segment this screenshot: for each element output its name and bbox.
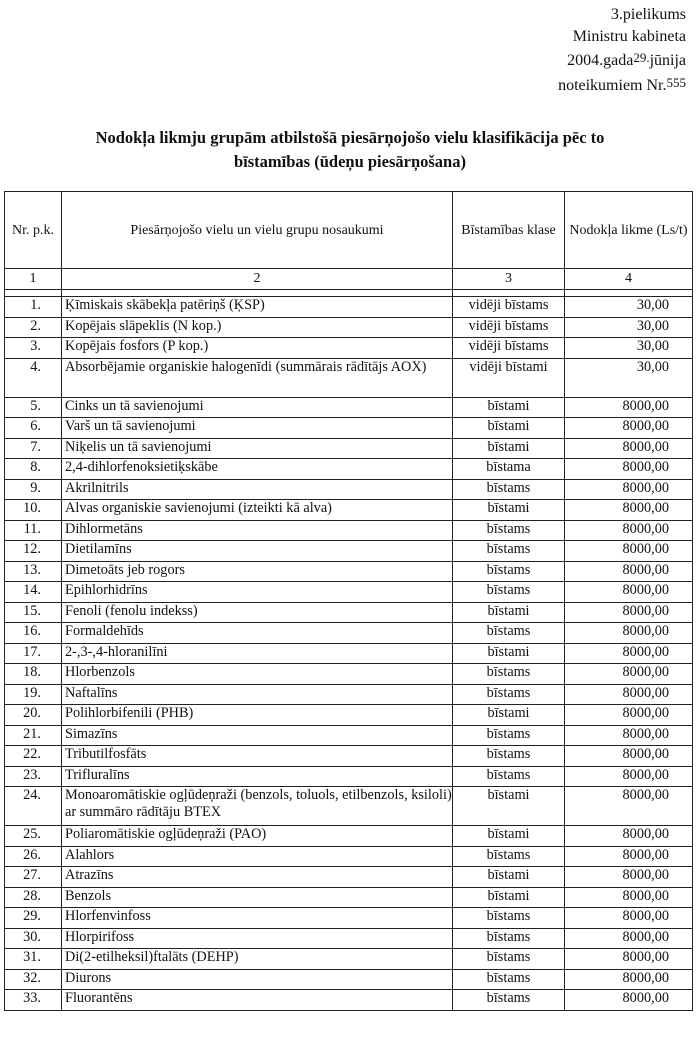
- row-number: 14.: [5, 582, 62, 603]
- row-number: 22.: [5, 746, 62, 767]
- row-rate: 8000,00: [565, 766, 693, 787]
- row-class: bīstami: [453, 867, 565, 888]
- row-rate: 8000,00: [565, 725, 693, 746]
- row-number: 31.: [5, 949, 62, 970]
- row-class: bīstami: [453, 438, 565, 459]
- row-class: vidēji bīstams: [453, 317, 565, 338]
- row-rate: 30,00: [565, 338, 693, 359]
- row-rate: 8000,00: [565, 459, 693, 480]
- table-row: [5, 623, 693, 644]
- row-name: Diurons: [62, 969, 453, 990]
- row-rate: 8000,00: [565, 990, 693, 1011]
- document-title: [0, 126, 700, 174]
- row-number: 2.: [5, 317, 62, 338]
- row-class: bīstams: [453, 746, 565, 767]
- annex-date: [558, 47, 686, 72]
- annex-number: 3.pielikums: [610, 6, 686, 23]
- title-line-1: Nodokļa likmju grupām atbilstošā piesārņojošo vielu klasifikācija pēc to: [95, 128, 605, 147]
- row-number: 26.: [5, 846, 62, 867]
- table-row: [5, 541, 693, 562]
- row-rate: 8000,00: [565, 541, 693, 562]
- row-rate: 8000,00: [565, 846, 693, 867]
- table-row: [5, 397, 693, 418]
- row-number: 19.: [5, 684, 62, 705]
- row-name: 2,4-dihlorfenoksietiķskābe: [62, 459, 453, 480]
- header-nr: Nr. p.k.: [5, 192, 62, 269]
- row-class: bīstams: [453, 969, 565, 990]
- table-row: [5, 969, 693, 990]
- row-rate: 8000,00: [565, 561, 693, 582]
- row-number: 21.: [5, 725, 62, 746]
- row-class: bīstami: [453, 787, 565, 826]
- table-row: [5, 520, 693, 541]
- row-class: bīstams: [453, 684, 565, 705]
- row-name: Kopējais fosfors (P kop.): [62, 338, 453, 359]
- table-row: [5, 338, 693, 359]
- row-rate: 8000,00: [565, 969, 693, 990]
- row-class: bīstams: [453, 928, 565, 949]
- row-class: bīstami: [453, 397, 565, 418]
- row-class: bīstams: [453, 520, 565, 541]
- row-rate: 30,00: [565, 317, 693, 338]
- row-number: 8.: [5, 459, 62, 480]
- row-number: 25.: [5, 826, 62, 847]
- row-name: Hlorbenzols: [62, 664, 453, 685]
- row-rate: 8000,00: [565, 582, 693, 603]
- table-row: [5, 826, 693, 847]
- row-rate: 8000,00: [565, 684, 693, 705]
- row-rate: 8000,00: [565, 928, 693, 949]
- row-name: Niķelis un tā savienojumi: [62, 438, 453, 459]
- row-rate: 8000,00: [565, 826, 693, 847]
- row-number: 27.: [5, 867, 62, 888]
- annex-rules: [558, 72, 686, 97]
- row-number: 9.: [5, 479, 62, 500]
- table-row: [5, 358, 693, 397]
- row-rate: 8000,00: [565, 746, 693, 767]
- annex-date-prefix: 2004.gada: [567, 52, 634, 69]
- spacer-cell: [453, 290, 565, 297]
- table-row: [5, 582, 693, 603]
- row-name: Alahlors: [62, 846, 453, 867]
- row-rate: 8000,00: [565, 867, 693, 888]
- row-class: bīstami: [453, 705, 565, 726]
- table-row: [5, 705, 693, 726]
- row-name: Dietilamīns: [62, 541, 453, 562]
- row-rate: 8000,00: [565, 500, 693, 521]
- row-name: Akrilnitrils: [62, 479, 453, 500]
- row-name: Monoaromātiskie ogļūdeņraži (benzols, toluols, etilbenzols, ksiloli) ar summāro rādītāju BTEX: [62, 787, 453, 826]
- table-row: [5, 766, 693, 787]
- table-row: [5, 684, 693, 705]
- row-number: 3.: [5, 338, 62, 359]
- row-number: 29.: [5, 908, 62, 929]
- table-row: [5, 479, 693, 500]
- column-number: 3: [453, 269, 565, 290]
- row-class: vidēji bīstami: [453, 358, 565, 397]
- table-row: [5, 438, 693, 459]
- row-rate: 30,00: [565, 358, 693, 397]
- row-name: Benzols: [62, 887, 453, 908]
- row-class: bīstami: [453, 602, 565, 623]
- row-class: bīstams: [453, 725, 565, 746]
- row-rate: 8000,00: [565, 643, 693, 664]
- table-row: [5, 725, 693, 746]
- table-row: [5, 602, 693, 623]
- row-class: bīstams: [453, 582, 565, 603]
- row-number: 11.: [5, 520, 62, 541]
- header-rate: Nodokļa likme (Ls/t): [565, 192, 693, 269]
- row-class: bīstama: [453, 459, 565, 480]
- row-name: Fenoli (fenolu indekss): [62, 602, 453, 623]
- table-row: [5, 928, 693, 949]
- row-name: Poliaromātiskie ogļūdeņraži (PAO): [62, 826, 453, 847]
- row-number: 24.: [5, 787, 62, 826]
- column-number: 4: [565, 269, 693, 290]
- row-name: Cinks un tā savienojumi: [62, 397, 453, 418]
- row-name: Hlorfenvinfoss: [62, 908, 453, 929]
- row-name: 2-,3-,4-hloranilīni: [62, 643, 453, 664]
- row-rate: 8000,00: [565, 949, 693, 970]
- row-rate: 8000,00: [565, 705, 693, 726]
- row-number: 33.: [5, 990, 62, 1011]
- row-name: Kopējais slāpeklis (N kop.): [62, 317, 453, 338]
- table-header-row: [5, 192, 693, 269]
- table-row: [5, 418, 693, 439]
- row-rate: 8000,00: [565, 418, 693, 439]
- row-number: 30.: [5, 928, 62, 949]
- row-class: bīstams: [453, 846, 565, 867]
- row-name: Atrazīns: [62, 867, 453, 888]
- row-rate: 8000,00: [565, 887, 693, 908]
- row-number: 7.: [5, 438, 62, 459]
- table-row: [5, 846, 693, 867]
- row-number: 17.: [5, 643, 62, 664]
- column-number: 1: [5, 269, 62, 290]
- row-number: 23.: [5, 766, 62, 787]
- table-row: [5, 746, 693, 767]
- table-row: [5, 949, 693, 970]
- row-name: Naftalīns: [62, 684, 453, 705]
- row-name: Dimetoāts jeb rogors: [62, 561, 453, 582]
- table-row: [5, 297, 693, 318]
- row-class: bīstams: [453, 908, 565, 929]
- row-rate: 8000,00: [565, 787, 693, 826]
- table-row: [5, 908, 693, 929]
- annex-issuer: Ministru kabineta: [572, 27, 686, 45]
- spacer-cell: [565, 290, 693, 297]
- row-class: bīstami: [453, 418, 565, 439]
- row-rate: 8000,00: [565, 397, 693, 418]
- row-name: Epihlorhidrīns: [62, 582, 453, 603]
- header-class: Bīstamības klase: [453, 192, 565, 269]
- row-class: bīstami: [453, 826, 565, 847]
- row-number: 32.: [5, 969, 62, 990]
- row-number: 13.: [5, 561, 62, 582]
- annex-rules-prefix: noteikumiem Nr.: [558, 76, 667, 94]
- table-row: [5, 317, 693, 338]
- annex-rules-number: 555: [666, 74, 686, 90]
- row-number: 20.: [5, 705, 62, 726]
- spacer-row: [5, 290, 693, 297]
- row-class: bīstams: [453, 664, 565, 685]
- row-class: vidēji bīstams: [453, 338, 565, 359]
- row-number: 5.: [5, 397, 62, 418]
- row-name: Hlorpirifoss: [62, 928, 453, 949]
- row-number: 28.: [5, 887, 62, 908]
- row-number: 6.: [5, 418, 62, 439]
- column-number: 2: [62, 269, 453, 290]
- spacer-cell: [62, 290, 453, 297]
- spacer-cell: [5, 290, 62, 297]
- table-row: [5, 664, 693, 685]
- row-number: 18.: [5, 664, 62, 685]
- table-row: [5, 887, 693, 908]
- table-row: [5, 787, 693, 826]
- row-number: 16.: [5, 623, 62, 644]
- row-name: Formaldehīds: [62, 623, 453, 644]
- row-class: bīstami: [453, 887, 565, 908]
- row-name: Simazīns: [62, 725, 453, 746]
- row-name: Di(2-etilheksil)ftalāts (DEHP): [62, 949, 453, 970]
- row-class: bīstams: [453, 561, 565, 582]
- row-number: 15.: [5, 602, 62, 623]
- row-name: Trifluralīns: [62, 766, 453, 787]
- row-number: 10.: [5, 500, 62, 521]
- header-name: Piesārņojošo vielu un vielu grupu nosaukumi: [62, 192, 453, 269]
- row-rate: 8000,00: [565, 623, 693, 644]
- row-class: bīstams: [453, 623, 565, 644]
- row-class: bīstami: [453, 500, 565, 521]
- row-rate: 30,00: [565, 297, 693, 318]
- row-rate: 8000,00: [565, 438, 693, 459]
- annex-header: [558, 4, 686, 96]
- row-class: vidēji bīstams: [453, 297, 565, 318]
- row-class: bīstams: [453, 949, 565, 970]
- annex-date-month: jūnija: [649, 52, 686, 69]
- row-name: Absorbējamie organiskie halogenīdi (summārais rādītājs AOX): [62, 358, 453, 397]
- row-rate: 8000,00: [565, 520, 693, 541]
- row-class: bīstams: [453, 990, 565, 1011]
- row-rate: 8000,00: [565, 479, 693, 500]
- pollutant-classification-table: [4, 191, 693, 1011]
- table-row: [5, 459, 693, 480]
- row-name: Varš un tā savienojumi: [62, 418, 453, 439]
- row-name: Tributilfosfāts: [62, 746, 453, 767]
- title-line-2: bīstamības (ūdeņu piesārņošana): [234, 152, 466, 171]
- row-number: 12.: [5, 541, 62, 562]
- table-row: [5, 561, 693, 582]
- row-name: Ķīmiskais skābekļa patēriņš (ĶSP): [62, 297, 453, 318]
- annex-date-day: 29.: [633, 50, 650, 65]
- row-name: Dihlormetāns: [62, 520, 453, 541]
- row-name: Fluorantēns: [62, 990, 453, 1011]
- row-rate: 8000,00: [565, 602, 693, 623]
- row-number: 1.: [5, 297, 62, 318]
- row-class: bīstams: [453, 479, 565, 500]
- table-row: [5, 990, 693, 1011]
- row-class: bīstams: [453, 541, 565, 562]
- table-row: [5, 867, 693, 888]
- row-class: bīstami: [453, 643, 565, 664]
- row-name: Alvas organiskie savienojumi (izteikti kā alva): [62, 500, 453, 521]
- row-name: Polihlorbifenili (PHB): [62, 705, 453, 726]
- row-number: 4.: [5, 358, 62, 397]
- table-row: [5, 500, 693, 521]
- row-rate: 8000,00: [565, 908, 693, 929]
- column-number-row: [5, 269, 693, 290]
- table-row: [5, 643, 693, 664]
- row-rate: 8000,00: [565, 664, 693, 685]
- row-class: bīstams: [453, 766, 565, 787]
